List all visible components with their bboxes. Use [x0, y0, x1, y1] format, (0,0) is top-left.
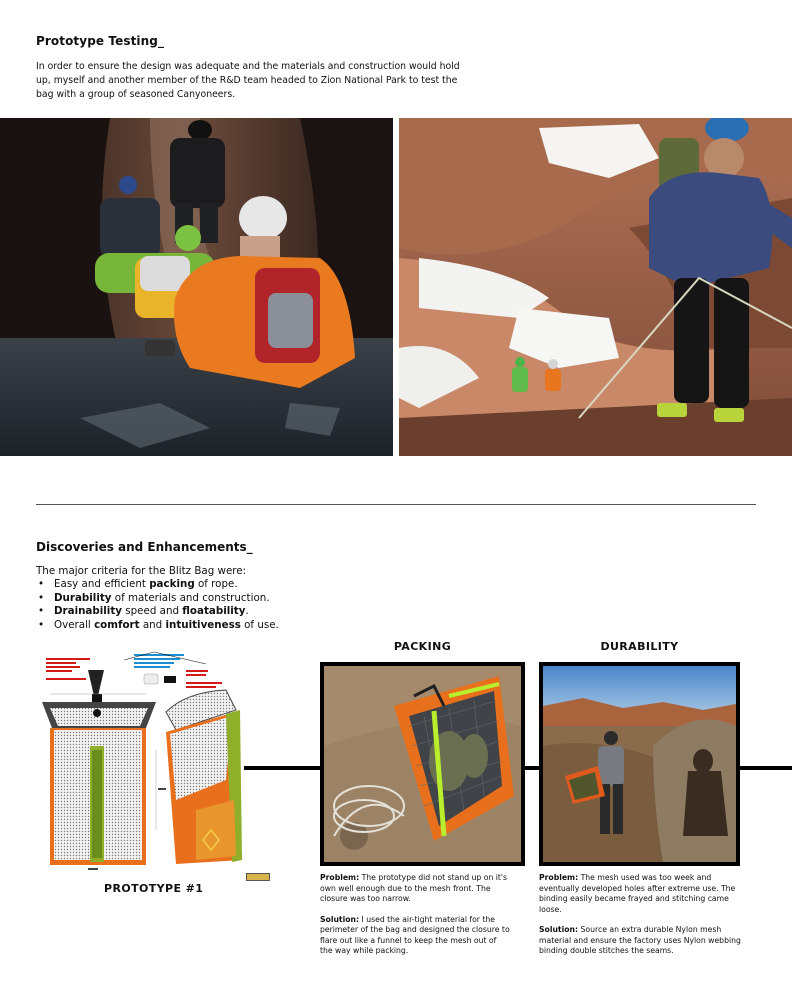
- intro-paragraph: In order to ensure the design was adequate and the materials and construction would hold up, myself and another member of the R&D team headed to Zion National Park to test the bag with a group of seasoned Canyoneers.: [36, 61, 460, 100]
- criteria-item: • Easy and efficient packing of rope.: [36, 578, 279, 592]
- section-divider: [36, 504, 756, 505]
- prototype-diagram: [36, 650, 248, 880]
- packing-title: PACKING: [393, 640, 452, 653]
- section-title-prototype-testing: Prototype Testing_: [36, 34, 165, 48]
- canyon-photo-right: [399, 118, 792, 456]
- prototype-label: PROTOTYPE #1: [104, 882, 204, 895]
- criteria-intro: The major criteria for the Blitz Bag were:: [36, 565, 247, 577]
- buckle-detail-icon: [246, 873, 270, 881]
- criteria-item: • Overall comfort and intuitiveness of use.: [36, 619, 279, 633]
- criteria-item: • Drainability speed and floatability.: [36, 605, 279, 619]
- canyon-photo-left: [0, 118, 393, 456]
- durability-title: DURABILITY: [600, 640, 679, 653]
- criteria-item: • Durability of materials and construction.: [36, 592, 279, 606]
- section-title-discoveries: Discoveries and Enhancements_: [36, 540, 253, 554]
- criteria-list: [36, 578, 279, 632]
- packing-notes: Problem: The prototype did not stand up on it's own well enough due to the mesh front. The closure was too narrow. Solution: I used the air-tight material for the perimeter of the bag and designed the closure to flare out like a funnel to keep the mesh out of the way while packing.: [320, 873, 510, 955]
- durability-notes: Problem: The mesh used was too week and eventually developed holes after extreme use. The binding easily became frayed and stitching came loose. Solution: Source an extra durable Nylon mesh material and ensure the factory uses Nylon webbing binding double stitches the seams.: [539, 873, 741, 955]
- durability-photo: [539, 662, 740, 866]
- packing-photo: [320, 662, 525, 866]
